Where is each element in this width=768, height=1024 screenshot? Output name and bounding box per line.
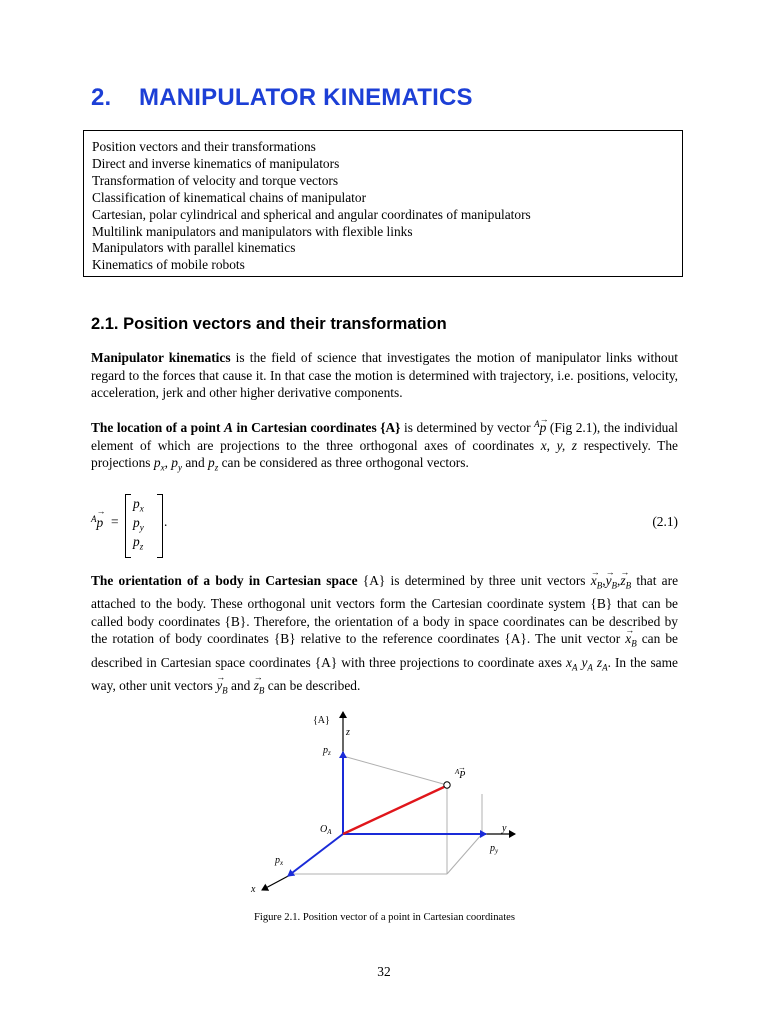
unit-vector-xB: → $x_B$ [591,573,602,588]
toc-item: Direct and inverse kinematics of manipulators [92,155,340,171]
unit-vector-zB: → $z_B$ [620,573,631,588]
unit-vector-xB: → $x_B$ [625,631,636,646]
figure-position-vector [240,706,540,902]
px-label: $p_x$ [275,855,284,867]
position-vector [343,787,444,834]
projection-guides [292,756,482,874]
matrix-entry-py: $p_y$ [133,515,144,533]
equation-number: (2.1) [652,514,678,529]
equals-sign: = [111,514,119,529]
toc-item: Multilink manipulators and manipulators with flexible links [92,223,413,239]
z-axis-label: z [346,727,350,738]
term-point-location: The location of a point A in Cartesian coordinates {A} [91,420,401,435]
page-number: 32 [377,964,391,979]
paragraph-body-orientation: The orientation of a body in Cartesian space {A} is determined by three unit vectors → $x_B,\to y_B,\to z_B$ that are attached to the body. These orthogonal unit vectors form the Cartesian coordinate system {B} that can be called body coordinates {B}. Therefore, the orientation of a body in space coordinates can be described by the rotation of body coordinates {B} relative to the reference coordinates {A}. The unit vector → $x_B$ can be described in Cartesian space coordinates {A} with three projections to coordinate axes $x_A$ $y_A$ $z_A$. In the same way, other unit vectors → $y_B$ and → $z_B$ can be described. [91,572,678,700]
vector-AP: $^A$→ p [534,420,546,435]
term-body-orientation: The orientation of a body in Cartesian space [91,573,358,588]
py-label: $p_y$ [490,843,499,855]
paragraph-point-location: The location of a point A in Cartesian coordinates {A} is determined by vector $^A$→ p (Fig 2.1), the individual element of which are projections to the three orthogonal axes of coordinates x, y, z respectively. The projections $p_x$, $p_y$ and $p_z$ can be considered as three orthogonal vectors. [91,416,678,477]
unit-vector-yB: → $y_B$ [606,573,617,588]
chapter-contents-box [83,130,683,277]
y-axis-label: y [502,823,507,834]
matrix-bracket-left [125,494,131,558]
origin-label: $O_A$ [320,824,332,836]
vector-arrow-mark: → [458,763,466,772]
pz-label: $p_z$ [323,745,331,757]
toc-item: Cartesian, polar cylindrical and spherical and angular coordinates of manipulators [92,206,531,222]
equation-2-1: $^A$→ p = $p_x$ $p_y$ $p_z$ . (2.1) [91,494,678,558]
toc-item: Transformation of velocity and torque vectors [92,172,339,188]
chapter-title [91,84,473,112]
equation-lhs: $^A$→ p [91,514,103,531]
x-axis [288,834,343,876]
chapter-number: 2. [91,84,112,111]
vector-label: $^A$P [455,768,466,781]
toc-item: Manipulators with parallel kinematics [92,240,296,256]
paragraph-text: is the field of science that investigates the motion of manipulator links without regard to the forces that cause it. In that case the motion is determined with trajectory, i.e. positions, velocity, acceleration, jerk and other higher derivative components. [91,350,678,401]
matrix-bracket-right [157,494,163,558]
matrix-entry-pz: $p_z$ [133,534,144,552]
paragraph-kinematics-definition [91,349,678,402]
toc-item: Classification of kinematical chains of manipulator [92,189,367,205]
point-A [444,782,450,788]
unit-vector-yB: → $y_B$ [216,678,227,693]
figure-caption: Figure 2.1. Position vector of a point in Cartesian coordinates [254,912,515,923]
unit-vector-zB: → $z_B$ [254,678,265,693]
figure-diagram [240,706,540,902]
section-title: 2.1. Position vectors and their transformation [91,315,447,333]
x-axis-label: x [251,884,256,895]
chapter-title-text: MANIPULATOR KINEMATICS [139,84,473,111]
toc-item: Position vectors and their transformations [92,139,316,154]
frame-label: {A} [313,715,330,726]
x-axis-extension [262,874,292,890]
toc-item: Kinematics of mobile robots [92,257,245,273]
matrix-entry-px: $p_x$ [133,496,144,514]
term-manipulator-kinematics: Manipulator kinematics [91,350,231,365]
